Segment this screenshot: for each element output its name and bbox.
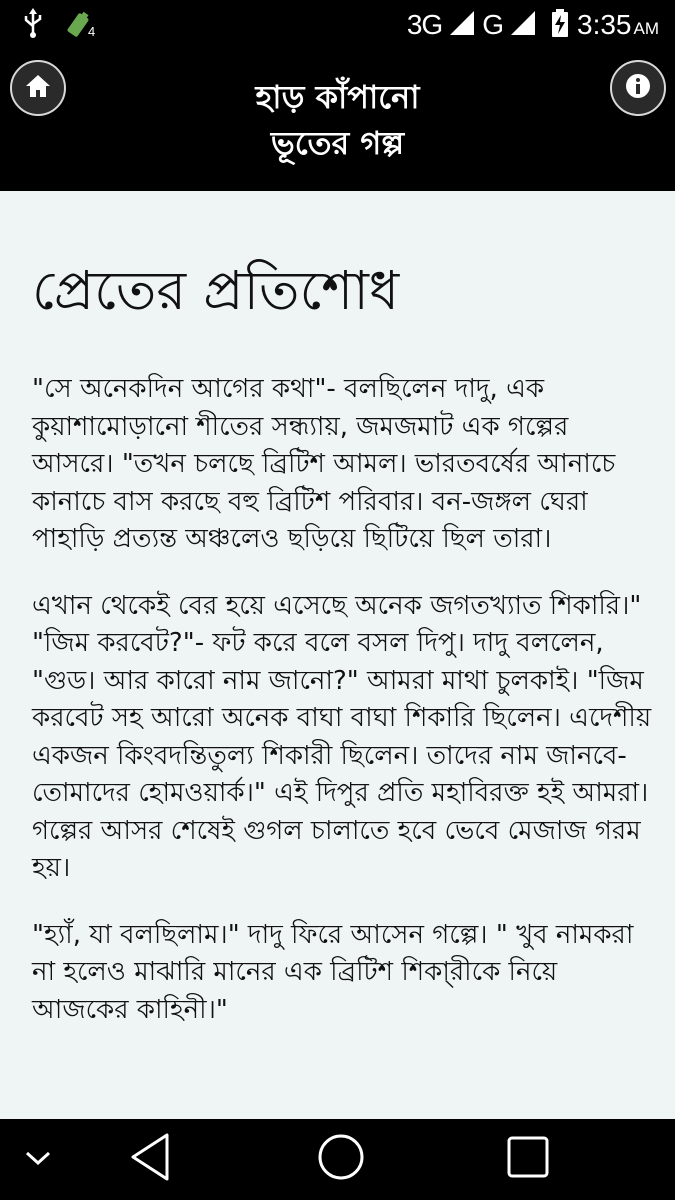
back-button[interactable] [128, 1133, 172, 1185]
clock-time: 3:35 [577, 9, 632, 40]
recents-button[interactable] [504, 1135, 552, 1183]
info-button[interactable] [610, 60, 666, 116]
network-type-1: 3G [406, 9, 443, 40]
story-paragraph-3: "হ্যাঁ, যা বলছিলাম।" দাদু ফিরে আসেন গল্পে। " খুব নামকরা না হলেও মাঝারি মানের এক ব্রিটিশ শিকা্রীকে নিয়ে আজকের কাহিনী।" [32, 919, 634, 1025]
recents-icon [506, 1135, 550, 1183]
chevron-down-icon [24, 1149, 52, 1171]
signal-icon-2 [511, 11, 535, 39]
story-title: প্রেতের প্রতিশোধ [32, 259, 400, 322]
home-nav-button[interactable] [316, 1133, 366, 1185]
usb-icon [22, 8, 44, 42]
status-bar [0, 0, 675, 50]
home-circle-icon [316, 1132, 366, 1186]
info-icon [624, 72, 652, 104]
back-icon [129, 1132, 171, 1186]
story-content[interactable] [0, 191, 675, 1119]
battery-charging-icon [551, 9, 569, 41]
signal-icon [450, 11, 474, 39]
clock-ampm: AM [633, 19, 659, 38]
story-paragraph-1: "সে অনেকদিন আগের কথা"- বলছিলেন দাদু, এক কুয়াশামোড়ানো শীতের সন্ধ্যায়, জমজমাট এক গল্পের আসরে। "তখন চলছে ব্রিটিশ আমল। ভারতবর্ষের আনাচে কানাচে বাস করছে বহু ব্রিটিশ পরিবার। বন-জঙ্গল ঘেরা পাহাড়ি প্রত্যন্ত অঞ্চলেও ছড়িয়ে ছিটিয়ে ছিল তারা। [32, 374, 616, 554]
navigation-bar [0, 1119, 675, 1200]
app-title [120, 74, 555, 166]
network-type-2: G [482, 9, 503, 40]
notification-badge: 4 [88, 23, 96, 39]
hide-keyboard-button[interactable] [18, 1143, 58, 1177]
clock [577, 9, 659, 41]
home-icon [24, 72, 52, 104]
app-bar [0, 50, 675, 191]
app-title-line-2: ভূতের গল্প [270, 124, 405, 162]
home-button[interactable] [10, 60, 66, 116]
app-title-line-1: হাড় কাঁপানো [255, 78, 420, 116]
story-paragraph-2: এখান থেকেই বের হয়ে এসেছে অনেক জগতখ্যাত শিকারি।" "জিম করবেট?"- ফট করে বলে বসল দিপু। দাদু বললেন, "গুড। আর কারো নাম জানো?" আমরা মাথা চুলকাই। "জিম করবেট সহ আরো অনেক বাঘা বাঘা শিকারি ছিলেন। এদেশীয় একজন কিংবদন্তিতুল্য শিকারী ছিলেন। তাদের নাম জানবে- তোমাদের হোমওয়ার্ক।" এই দিপুর প্রতি মহাবিরক্ত হই আমরা। গল্পের আসর শেষেই গুগল চালাতে হবে ভেবে মেজাজ গরম হয়। [32, 590, 652, 883]
battery-saver-icon [66, 10, 99, 40]
